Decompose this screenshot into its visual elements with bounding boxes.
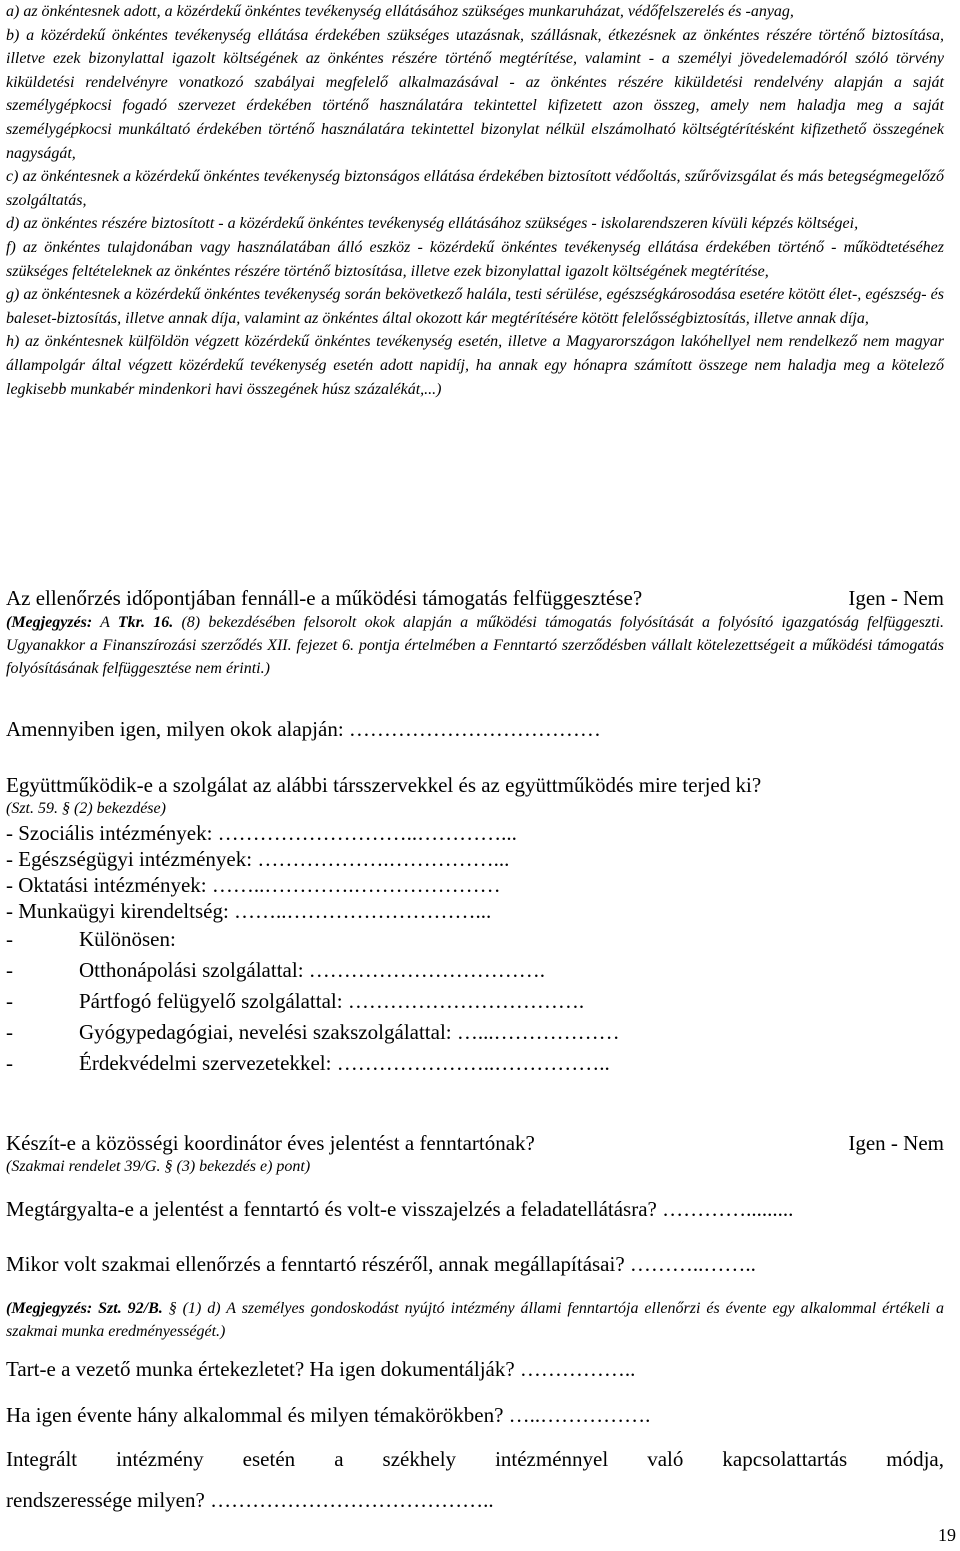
suspension-question: Az ellenőrzés időpontjában fennáll-e a működési támogatás felfüggesztése?	[6, 586, 643, 610]
reasons-question[interactable]: Amennyiben igen, milyen okok alapján: ………………………………	[6, 717, 601, 741]
report-answer-options[interactable]: Igen - Nem	[848, 1131, 944, 1155]
cooperation-item-social[interactable]: - Szociális intézmények: ………………………..…………...	[6, 821, 517, 845]
legal-paragraph-g: g) az önkéntesnek a közérdekű önkéntes tevékenység során bekövetkező halála, testi sérülése, egészségkárosodása esetére kötött élet-, egészség- és baleset-biztosítás, illetve annak díja, valamint az önkéntes által okozott kár megtérítésére kötött felelősségbiztosítás, illetve annak díja,	[6, 286, 944, 327]
legal-paragraph-d: d) az önkéntes részére biztosított - a közérdekű önkéntes tevékenység ellátásához szükséges - iskolarendszeren kívüli képzés költségei,	[6, 215, 859, 233]
discussed-question[interactable]: Megtárgyalta-e a jelentést a fenntartó és volt-e visszajelzés a feladatellátásra? ………….........	[6, 1197, 794, 1221]
szt-note-label: (Megjegyzés: Szt. 92/B.	[6, 1300, 163, 1317]
report-question-block	[6, 1131, 944, 1178]
report-question: Készít-e a közösségi koordinátor éves jelentést a fenntartónak?	[6, 1131, 535, 1155]
cooperation-question: Együttműködik-e a szolgálat az alábbi társszervekkel és az együttműködés mire terjed ki?	[6, 773, 762, 797]
legal-text-list	[6, 0, 944, 401]
cooperation-item-education[interactable]: - Oktatási intézmények: ……..………….…………………	[6, 873, 501, 897]
cooperation-subitem-advocacy[interactable]: - Érdekvédelmi szervezetekkel: …………………..……………..	[6, 1051, 610, 1075]
cooperation-item-health[interactable]: - Egészségügyi intézmények: ……………….……………...	[6, 847, 510, 871]
note-label: (Megjegyzés:	[6, 614, 93, 631]
integrated-question-line-1: Integrált intézmény esetén a székhely intézménnyel való kapcsolattartás módja,	[6, 1447, 944, 1471]
suspension-answer-options[interactable]: Igen - Nem	[848, 586, 944, 610]
cooperation-reference: (Szt. 59. § (2) bekezdése)	[6, 800, 166, 817]
frequency-question[interactable]: Ha igen évente hány alkalommal és milyen témakörökben? …..…………….	[6, 1403, 651, 1427]
integrated-question-line-2[interactable]: rendszeressége milyen? …………………………………..	[6, 1488, 494, 1512]
legal-paragraph-h: h) az önkéntesnek külföldön végzett közérdekű önkéntes tevékenység esetén, illetve a Magyarországon lakóhellyel nem rendelkező nem magyar állampolgár által végzett közérdekű tevékenység esetén adott napidíj, ha annak egy hónapra számított összege nem haladja meg a kötelező legkisebb munkabér mindenkori havi összegének húsz százalékát,...)	[6, 333, 944, 398]
legal-paragraph-b: b) a közérdekű önkéntes tevékenység ellátása érdekében szükséges utazásnak, szállásnak, étkezésnek az önkéntes részére történő biztosítása, illetve ezek bizonylattal igazolt költségének az önkéntes részére történő megtérítése, valamint - a személyi jövedelemadóról szóló törvény kiküldetési rendelvényre vonatkozó szabályai megfelelő alkalmazásával - az önkéntes részére kiküldetési rendelvény alapján a saját személygépkocsi fogadó szervezet érdekében történő használatára tekintettel kifizetett azon összeg, amely nem haladja meg a saját személygépkocsi munkáltató érdekében történő használatára tekintettel bizonylat nélkül elszámolható költségtérítésként kifizethető összegének nagyságát,	[6, 26, 944, 162]
cooperation-subitem-pedagogy[interactable]: - Gyógypedagógiai, nevelési szakszolgálattal: …...………………	[6, 1020, 620, 1044]
last-check-question[interactable]: Mikor volt szakmai ellenőrzés a fenntartó részéről, annak megállapításai? ………..……..	[6, 1252, 756, 1276]
meeting-question[interactable]: Tart-e a vezető munka értekezletet? Ha igen dokumentálják? ……………..	[6, 1357, 636, 1381]
cooperation-subitem-especially: - Különösen:	[6, 927, 176, 951]
note-reference: Tkr. 16.	[117, 614, 174, 631]
cooperation-question-block	[6, 773, 944, 1079]
legal-paragraph-f: f) az önkéntes tulajdonában vagy használatában álló eszköz - közérdekű önkéntes tevékenység ellátása érdekében történő - működtetéséhez szükséges feltételeknek az önkéntes részére történő biztosítása, illetve ezek bizonylattal igazolt költségének megtérítése,	[6, 238, 944, 280]
page-number: 19	[938, 1525, 956, 1545]
report-reference: (Szakmai rendelet 39/G. § (3) bekezdés e) pont)	[6, 1158, 311, 1175]
suspension-question-block	[6, 586, 944, 680]
szt-note: (Megjegyzés: Szt. 92/B. § (1) d) A személyes gondoskodást nyújtó intézmény állami fenntartója ellenőrzi és évente egy alkalommal értékeli a szakmai munka eredményességét.)	[6, 1300, 945, 1340]
cooperation-item-employment[interactable]: - Munkaügyi kirendeltség: ……..………………………...	[6, 899, 492, 923]
legal-paragraph-c: c) az önkéntesnek a közérdekű önkéntes tevékenység biztonságos ellátása érdekében biztosított védőoltás, szűrővizsgálat és más betegségmegelőző szolgáltatás,	[6, 168, 944, 209]
cooperation-subitem-home-care[interactable]: - Otthonápolási szolgálattal: …………………………….	[6, 958, 546, 982]
cooperation-subitem-probation[interactable]: - Pártfogó felügyelő szolgálattal: …………………………….	[6, 989, 585, 1013]
legal-paragraph-a: a) az önkéntesnek adott, a közérdekű önkéntes tevékenység ellátásához szükséges munkaruházat, védőfelszerelés és -anyag,	[6, 3, 794, 20]
suspension-note: (Megjegyzés: A Tkr. 16. (8) bekezdésében felsorolt okok alapján a működési támogatás folyósítását a folyósító igazgatóság felfüggeszti. Ugyanakkor a Finanszírozási szerződés XII. fejezet 6. pontja értelmében a Fenntartó szerződésben vállalt kötelezettségeit a működési támogatás folyósításának felfüggesztése nem érinti.)	[6, 614, 945, 677]
